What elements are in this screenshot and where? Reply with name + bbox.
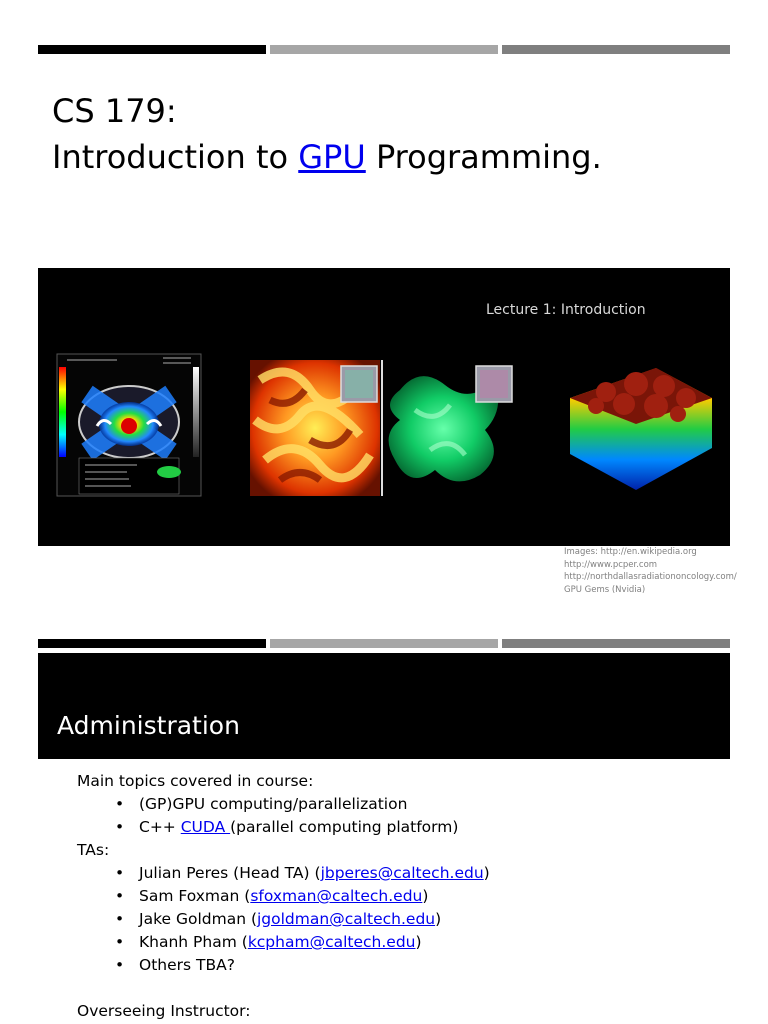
top-accent-bar-light (270, 45, 498, 54)
item-pre: C++ (139, 818, 181, 836)
credit-line: GPU Gems (Nvidia) (564, 584, 646, 595)
topics-list (77, 793, 737, 839)
title-line-subject (52, 134, 742, 180)
gpu-link[interactable]: GPU (298, 138, 366, 176)
credit-line: Images: http://en.wikipedia.org (564, 547, 697, 557)
list-item: • Others TBA? (115, 954, 737, 977)
list-item (115, 862, 737, 885)
list-item (115, 908, 737, 931)
slide2-accent-bar-mid (502, 639, 730, 648)
admin-header (38, 653, 730, 759)
item-post: ) (422, 887, 429, 905)
lecture-label: Lecture 1: Introduction (486, 302, 646, 318)
item-post: ) (415, 933, 422, 951)
item-post: ) (435, 910, 442, 928)
item-post: (parallel computing platform) (230, 818, 459, 836)
slide2-accent-bar-light (270, 639, 498, 648)
title-post: Programming. (365, 138, 602, 176)
item-post: ) (483, 864, 490, 882)
list-item (115, 816, 737, 839)
item-pre: Julian Peres (Head TA) ( (139, 864, 321, 882)
terrain-render-image (566, 358, 716, 498)
email-link[interactable]: sfoxman@caltech.edu (250, 887, 423, 905)
email-link[interactable]: jbperes@caltech.edu (320, 864, 484, 882)
tas-list (77, 862, 737, 977)
admin-body (77, 770, 737, 1023)
instructor-heading: Overseeing Instructor: (77, 1002, 251, 1020)
title-pre: Introduction to (52, 138, 299, 176)
tas-heading: TAs: (77, 841, 110, 859)
list-item: • (GP)GPU computing/parallelization (115, 793, 737, 816)
hero-image-banner (38, 268, 730, 546)
item-pre: Jake Goldman ( (139, 910, 257, 928)
title-line-course: CS 179: (52, 92, 177, 130)
fluid-simulation-image (250, 360, 518, 496)
admin-title: Administration (57, 711, 240, 740)
email-link[interactable]: kcpham@caltech.edu (247, 933, 416, 951)
top-accent-bar-dark (38, 45, 266, 54)
item-pre: Khanh Pham ( (139, 933, 248, 951)
image-credits (564, 546, 744, 595)
credit-line: http://northdallasradiationoncology.com/ (564, 572, 737, 582)
credit-line: http://www.pcper.com (564, 559, 658, 570)
cuda-link[interactable]: CUDA (180, 818, 231, 836)
top-accent-bar-mid (502, 45, 730, 54)
radiation-therapy-dose-image (57, 354, 201, 496)
slide-title (52, 88, 742, 180)
topics-heading: Main topics covered in course: (77, 772, 314, 790)
slide2-accent-bar-dark (38, 639, 266, 648)
spacer (77, 977, 737, 1000)
list-item (115, 931, 737, 954)
email-link[interactable]: jgoldman@caltech.edu (257, 910, 436, 928)
list-item (115, 885, 737, 908)
item-pre: Sam Foxman ( (139, 887, 251, 905)
